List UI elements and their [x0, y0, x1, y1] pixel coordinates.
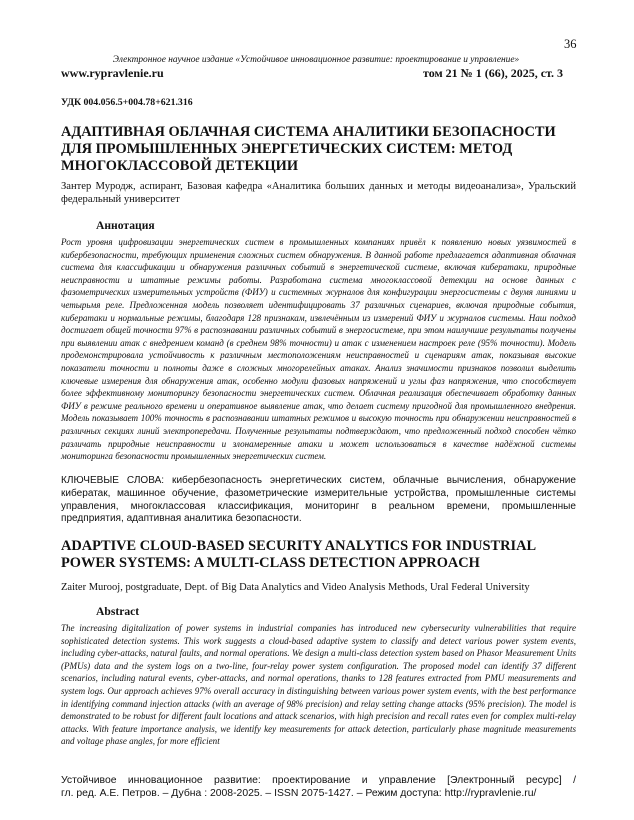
authors-en: Zaiter Murooj, postgraduate, Dept. of Big Data Analytics and Video Analysis Methods, Ural Federal University: [61, 582, 530, 593]
abstract-heading-ru: Аннотация: [96, 219, 155, 232]
authors-ru: Зантер Муродж, аспирант, Базовая кафедра «Аналитика больших данных и методы видеоанализа», Уральский федеральный университет: [61, 181, 576, 205]
abstract-heading-en: Abstract: [96, 605, 140, 618]
footer-line-1: Устойчивое инновационное развитие: проектирование и управление [Электронный ресурс] /: [61, 775, 576, 786]
title-ru: АДАПТИВНАЯ ОБЛАЧНАЯ СИСТЕМА АНАЛИТИКИ БЕЗОПАСНОСТИ ДЛЯ ПРОМЫШЛЕННЫХ ЭНЕРГЕТИЧЕСКИХ СИСТЕМ: МЕТОД МНОГОКЛАССОВОЙ ДЕТЕКЦИИ: [61, 124, 556, 174]
citation-footer: [61, 774, 576, 800]
keywords-ru: КЛЮЧЕВЫЕ СЛОВА: кибербезопасность энергетических систем, облачные вычисления, обнаружение кибератак, машинное обучение, фазометрические измерительные устройства, промышленные системы управления, многоклассовая классификация, мониторинг в реальном времени, промышленные предприятия, адаптивная аналитика безопасности.: [61, 475, 576, 525]
abstract-ru: Рост уровня цифровизации энергетических систем в промышленных компаниях привёл к появлению новых уязвимостей в кибербезопасности, требующих применения сложных систем обнаружения. В данной работе предлагается адаптивная облачная система для классификации и обнаружения различных событий в энергетической системе, включая кибератаки, природные неисправности и штатные режимы работы. Разработана система многоклассовой детекции на основе данных с фазометрических измерительных устройств (ФИУ) и системных журналов для конфигурации энергосистемы с двумя линиями и четырьмя реле. Предложенная модель позволяет идентифицировать 37 различных сценариев, включая природные события, кибератаки и нормальные режимы, благодаря 128 признакам, извлечённым из измерений ФИУ и журналов системы. Наш подход достигает общей точности 97% в распознавании различных событий в энергосистеме, при этом наилучшие результаты получены при выявлении атак с внедрением команд (в среднем 98% точности) и атак с изменением настроек реле (95% точности). Модель продемонстрировала устойчивость к различным местоположениям неисправностей и сценариям атак, показывая высокие показатели точности и полноты даже в сложных многорелейных атаках. Анализ значимости признаков позволил выделить ключевые измерения для обнаружения атак, особенно модули фазовых напряжений и углы фаз напряжения, что способствует более эффективному мониторингу безопасности энергетических систем. Облачная реализация обеспечивает обработку данных ФИУ в режиме реального времени и оперативное выявление атак, что делает систему пригодной для промышленного внедрения. Модель показывает 100% точность в распознавании штатных режимов и высокую точность при обнаружении неисправностей в различных секциях линий электропередачи. Полученные результаты подтверждают, что предложенный подход способен чётко различать природные неисправности и злонамеренные атаки и может использоваться в качестве надёжной системы мониторинга безопасности промышленных энергетических систем.: [61, 237, 576, 462]
title-en: ADAPTIVE CLOUD-BASED SECURITY ANALYTICS FOR INDUSTRIAL POWER SYSTEMS: A MULTI-CLASS DETECTION APPROACH: [61, 538, 536, 571]
journal-line: Электронное научное издание «Устойчивое инновационное развитие: проектирование и управление»: [112, 55, 520, 65]
udk-code: УДК 004.056.5+004.78+621.316: [61, 97, 193, 108]
page-number: 36: [564, 37, 577, 51]
footer-line-2: гл. ред. А.Е. Петров. – Дубна : 2008-2025. – ISSN 2075-1427. – Режим доступа: http://rypravlenie.ru/: [61, 788, 537, 799]
volume-info: том 21 № 1 (66), 2025, ст. 3: [423, 66, 564, 80]
website-link[interactable]: www.rypravlenie.ru: [61, 66, 164, 80]
abstract-en: The increasing digitalization of power systems in industrial companies has introduced new cybersecurity vulnerabilities that require sophisticated detection systems. This work suggests a cloud-based adaptive system to classify and detect various power system events, including cyber-attacks, natural faults, and normal operations. We design a multi-class detection system based on Phasor Measurement Units (PMUs) data and the system logs on a two-line, four-relay power system configuration. The proposed model can identify 37 different scenarios, including natural events, cyber-attacks, and normal operations, thanks to 128 features extracted from PMU measurements and system logs. Our approach achieves 97% overall accuracy in distinguishing between various power system events, with the best performance in identifying command injection attacks (with an average of 98% precision) and relay setting change attacks (95% precision). The model is demonstrated to be robust for different fault locations and attack scenarios, with high precision and recall rates even for complex multi-relay attacks. With feature importance analysis, we identify key measurements for attack detection, particularly phase magnitude measurements and voltage phase angles, for more efficient: [61, 623, 576, 747]
